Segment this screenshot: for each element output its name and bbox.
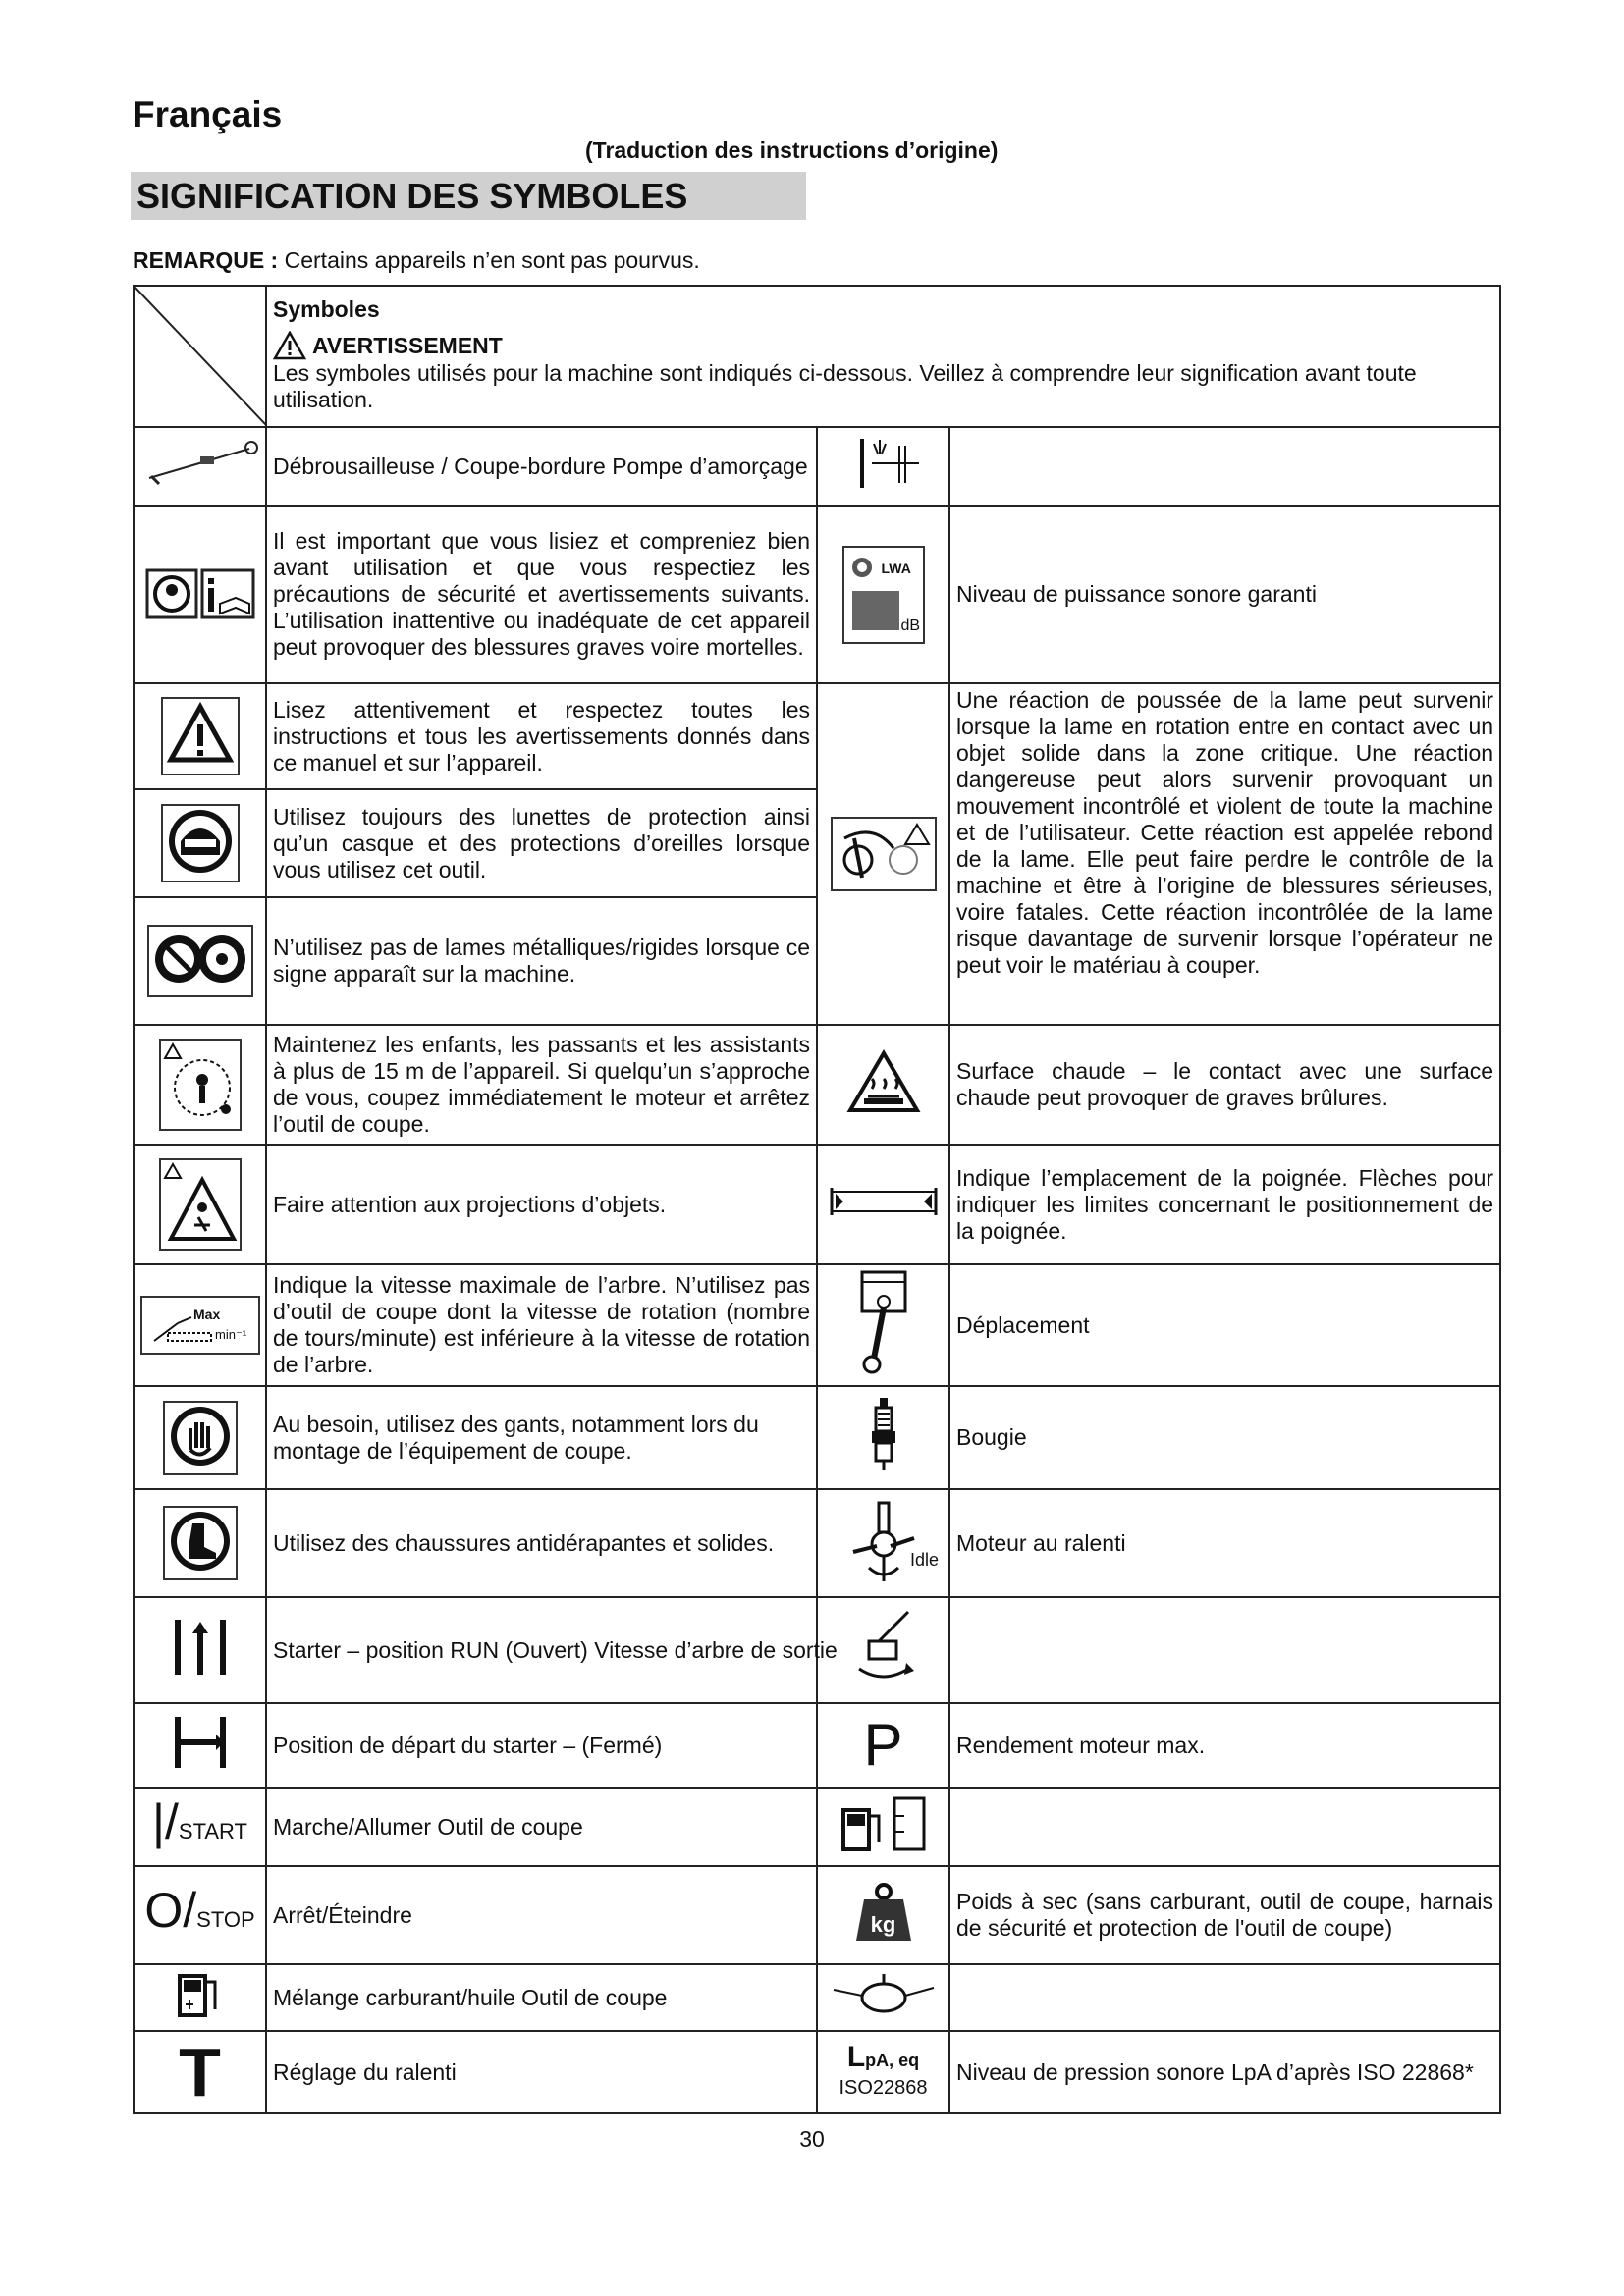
idle-adjust-icon: T xyxy=(179,2034,221,2110)
table-row xyxy=(134,1964,1500,2031)
table-row xyxy=(134,1489,1500,1597)
weight-icon: kg xyxy=(854,1882,913,1943)
read-manual-icon xyxy=(143,562,257,621)
max-speed-icon-cell xyxy=(134,1264,266,1386)
sound-power-icon-cell xyxy=(817,506,949,683)
gloves-text: Au besoin, utilisez des gants, notamment lors du montage de l’équipement de coupe. xyxy=(266,1386,817,1489)
fuel-level-icon xyxy=(839,1794,928,1853)
page-number: 30 xyxy=(799,2126,825,2152)
handle-position-icon-cell xyxy=(817,1145,949,1264)
output-shaft-speed-icon xyxy=(849,1606,918,1688)
read-manual-icon-cell xyxy=(134,506,266,683)
warning-label: AVERTISSEMENT xyxy=(312,332,503,358)
choke-run-icon-cell xyxy=(134,1597,266,1703)
remark-text: Certains appareils n’en sont pas pourvus. xyxy=(278,247,700,273)
fuel-mix-icon-cell xyxy=(134,1964,266,2031)
power-icon-cell xyxy=(817,1703,949,1788)
warning-icon-cell xyxy=(134,683,266,789)
table-row xyxy=(134,1788,1500,1866)
idle-text: Moteur au ralenti xyxy=(949,1489,1500,1597)
read-instructions-text: Lisez attentivement et respectez toutes les instructions et tous les avertissements donnés dans ce manuel et sur l’appareil. xyxy=(266,683,817,789)
fuel-tank-icon-cell xyxy=(817,1788,949,1866)
translation-note: (Traduction des instructions d’origine) xyxy=(585,137,999,163)
trimmer-text: Débrousailleuse / Coupe-bordure Pompe d’amorçage xyxy=(266,427,817,506)
empty-cell xyxy=(949,1964,1500,2031)
wear-protection-text: Utilisez toujours des lunettes de protection ainsi qu’un casque et des protections d’oreilles lorsque vous utilisez cet outil. xyxy=(266,789,817,897)
flying-objects-icon-cell xyxy=(134,1145,266,1264)
displacement-icon-cell xyxy=(817,1264,949,1386)
gloves-icon xyxy=(163,1401,238,1475)
keep-distance-icon-cell xyxy=(134,1025,266,1145)
primer-pump-icon-cell xyxy=(817,427,949,506)
remark xyxy=(133,247,700,274)
start-icon-cell xyxy=(134,1788,266,1866)
keep-bystanders-away-icon xyxy=(159,1039,242,1131)
table-row xyxy=(134,1264,1500,1386)
idle-label: Idle xyxy=(909,1550,939,1570)
table-row xyxy=(134,1145,1500,1264)
table-header-row xyxy=(134,286,1500,427)
choke-closed-icon xyxy=(169,1713,232,1772)
hot-surface-icon-cell xyxy=(817,1025,949,1145)
fuel-mix-text: Mélange carburant/huile Outil de coupe xyxy=(266,1964,817,2031)
dry-weight-text: Poids à sec (sans carburant, outil de coupe, harnais de sécurité et protection de l'outil de coupe) xyxy=(949,1866,1500,1964)
boots-icon-cell xyxy=(134,1489,266,1597)
warning-heading xyxy=(273,331,1493,360)
engine-idle-icon xyxy=(849,1499,918,1587)
no-metal-blade-text: N’utilisez pas de lames métalliques/rigides lorsque ce signe apparaît sur la machine. xyxy=(266,897,817,1025)
brushcutter-icon xyxy=(141,439,259,488)
sound-pressure-icon-cell xyxy=(817,2031,949,2113)
warning-triangle-icon xyxy=(273,331,306,360)
safety-precautions-text: Il est important que vous lisiez et compreniez bien avant utilisation et que vous respectiez les précautions de sécurité et avertissements suivants. L’utilisation inattentive ou inadéquate de cet appareil peut provoquer des blessures graves voire mortelles. xyxy=(266,506,817,683)
table-row xyxy=(134,683,1500,789)
start-text: Marche/Allumer Outil de coupe xyxy=(266,1788,817,1866)
diagonal-line-icon xyxy=(135,287,266,426)
trimmer-head-icon xyxy=(830,1970,938,2019)
table-row xyxy=(134,1025,1500,1145)
table-row xyxy=(134,427,1500,506)
table-header-cell xyxy=(266,286,1500,427)
fuel-mix-icon xyxy=(176,1970,225,2019)
empty-cell xyxy=(949,1788,1500,1866)
idle-adjust-icon-cell xyxy=(134,2031,266,2113)
language-heading: Français xyxy=(133,94,283,134)
stop-switch-icon: O/STOP xyxy=(144,1883,255,1938)
gloves-icon-cell xyxy=(134,1386,266,1489)
empty-cell xyxy=(949,1597,1500,1703)
flying-objects-text: Faire attention aux projections d’objets. xyxy=(266,1145,817,1264)
blade-thrust-icon xyxy=(831,817,937,891)
spark-plug-icon xyxy=(864,1396,903,1474)
max-power-text: Rendement moteur max. xyxy=(949,1703,1500,1788)
trimmer-icon-cell xyxy=(134,427,266,506)
boots-text: Utilisez des chaussures antidérapantes et solides. xyxy=(266,1489,817,1597)
table-row xyxy=(134,1866,1500,1964)
piston-displacement-icon xyxy=(854,1268,913,1376)
handle-position-icon xyxy=(826,1184,942,1219)
table-row xyxy=(134,1386,1500,1489)
protective-gear-icon-cell xyxy=(134,789,266,897)
remark-label: REMARQUE : xyxy=(133,247,279,273)
blade-thrust-text: Une réaction de poussée de la lame peut survenir lorsque la lame en rotation entre en contact avec un objet solide dans la zone critique. Une réaction dangereuse peut alors survenir provoquant un mouvement incontrôlé et violent de toute la machine et de l’utilisateur. Cette réaction est appelée rebond de la lame. Elle peut faire perdre le contrôle de la machine et être à l’origine de blessures sérieuses, voire fatales. Cette réaction incontrôlée de la lame risque davantage de survenir lorsque l’opérateur ne peut voir le matériau à couper. xyxy=(949,683,1500,1025)
handle-position-text: Indique l’emplacement de la poignée. Flèches pour indiquer les limites concernant le positionnement de la poignée. xyxy=(949,1145,1500,1264)
table-row xyxy=(134,506,1500,683)
spark-plug-text: Bougie xyxy=(949,1386,1500,1489)
idle-icon-cell xyxy=(817,1489,949,1597)
hot-surface-text: Surface chaude – le contact avec une surface chaude peut provoquer de graves brûlures. xyxy=(949,1025,1500,1145)
keep-distance-text: Maintenez les enfants, les passants et les assistants à plus de 15 m de l’appareil. Si quelqu’un s’approche de vous, coupez immédiatement le moteur et arrêtez l’outil de coupe. xyxy=(266,1025,817,1145)
spark-plug-icon-cell xyxy=(817,1386,949,1489)
max-shaft-speed-icon: Max min⁻¹ xyxy=(140,1296,260,1355)
no-metal-blade-icon-cell xyxy=(134,897,266,1025)
section-title: SIGNIFICATION DES SYMBOLES xyxy=(131,172,806,220)
displacement-text: Déplacement xyxy=(949,1264,1500,1386)
diagonal-cell xyxy=(134,286,266,427)
sound-pressure-text: Niveau de pression sonore LpA d’après ISO 22868* xyxy=(949,2031,1500,2113)
choke-start-text: Position de départ du starter – (Fermé) xyxy=(266,1703,817,1788)
symbols-title: Symboles xyxy=(273,296,380,322)
sound-power-text: Niveau de puissance sonore garanti xyxy=(949,506,1500,683)
start-switch-icon: |/START xyxy=(152,1794,247,1849)
kickback-icon-cell xyxy=(817,683,949,1025)
empty-cell xyxy=(949,427,1500,506)
caution-icon xyxy=(161,697,240,775)
primer-pump-icon xyxy=(844,434,923,493)
sound-pressure-icon: LpA, eq ISO22868 xyxy=(839,2040,928,2099)
no-metal-blade-icon xyxy=(147,925,253,997)
table-row xyxy=(134,1703,1500,1788)
weight-icon-cell xyxy=(817,1866,949,1964)
table-row xyxy=(134,2031,1500,2113)
idle-adjust-text: Réglage du ralenti xyxy=(266,2031,817,2113)
max-speed-text: Indique la vitesse maximale de l’arbre. N’utilisez pas d’outil de coupe dont la vitesse de rotation (nombre de tours/minute) est inférieure à la vitesse de rotation de l’arbre. xyxy=(266,1264,817,1386)
max-power-icon: P xyxy=(863,1712,903,1778)
cutting-tool-icon-cell xyxy=(817,1964,949,2031)
flying-objects-icon xyxy=(159,1158,242,1251)
symbols-table xyxy=(133,285,1501,2114)
stop-text: Arrêt/Éteindre xyxy=(266,1866,817,1964)
choke-run-text: Starter – position RUN (Ouvert) Vitesse d’arbre de sortie xyxy=(266,1597,817,1703)
sound-power-icon: LWA dB xyxy=(842,546,925,644)
choke-run-icon xyxy=(169,1616,232,1679)
choke-start-icon-cell xyxy=(134,1703,266,1788)
table-row xyxy=(134,1597,1500,1703)
safety-boots-icon xyxy=(163,1506,238,1580)
warning-text: Les symboles utilisés pour la machine sont indiqués ci-dessous. Veillez à comprendre leur signification avant toute utilisation. xyxy=(273,360,1417,412)
stop-icon-cell xyxy=(134,1866,266,1964)
eye-ear-protection-icon xyxy=(161,804,240,882)
hot-surface-icon xyxy=(846,1049,921,1114)
